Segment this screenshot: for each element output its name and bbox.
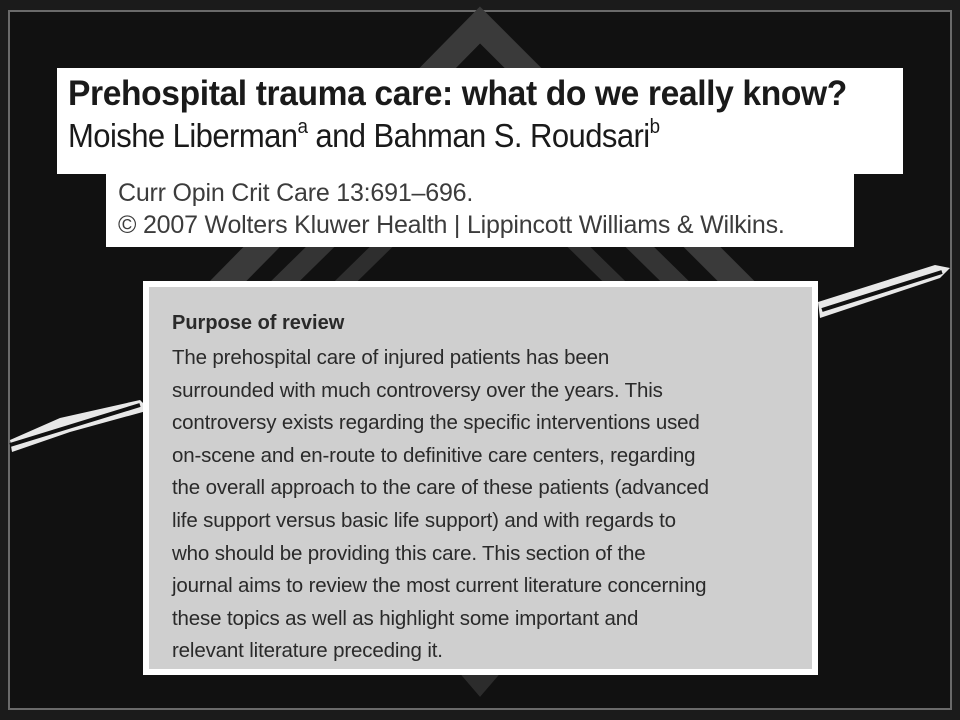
- abstract-text-line: The prehospital care of injured patients has been: [172, 346, 610, 369]
- abstract-text-line: on-scene and en-route to definitive care centers, regarding: [172, 443, 696, 467]
- abstract-text-line: the overall approach to the care of these patients (advanced: [172, 476, 709, 500]
- article-title: Prehospital trauma care: what do we really know?: [68, 74, 847, 113]
- abstract-text-line: journal aims to review the most current literature concerning: [172, 574, 707, 598]
- author-name: Bahman S. Roudsari: [373, 117, 650, 154]
- author-affiliation-mark: a: [297, 116, 308, 138]
- author-name: Moishe Liberman: [68, 117, 298, 154]
- abstract-text-line: these topics as well as highlight some important and: [172, 606, 639, 630]
- author-affiliation-mark: b: [649, 116, 660, 138]
- abstract-text-line: who should be providing this care. This section of the: [172, 541, 646, 565]
- citation-banner: [106, 174, 854, 247]
- abstract-text-line: relevant literature preceding it.: [172, 639, 443, 663]
- abstract-panel: [143, 281, 818, 675]
- authors-conjunction: and: [307, 117, 374, 154]
- journal-citation: Curr Opin Crit Care 13:691–696.: [118, 179, 474, 207]
- title-banner: [57, 68, 903, 174]
- authors-line: [68, 114, 844, 158]
- abstract-text-line: controversy exists regarding the specific interventions used: [172, 411, 700, 435]
- abstract-text-line: life support versus basic life support) and with regards to: [172, 508, 676, 532]
- copyright-notice: © 2007 Wolters Kluwer Health | Lippincott Williams & Wilkins.: [118, 211, 785, 239]
- abstract-text-line: surrounded with much controversy over the years. This: [172, 378, 663, 402]
- abstract-content: [149, 287, 812, 669]
- abstract-heading: Purpose of review: [172, 312, 345, 334]
